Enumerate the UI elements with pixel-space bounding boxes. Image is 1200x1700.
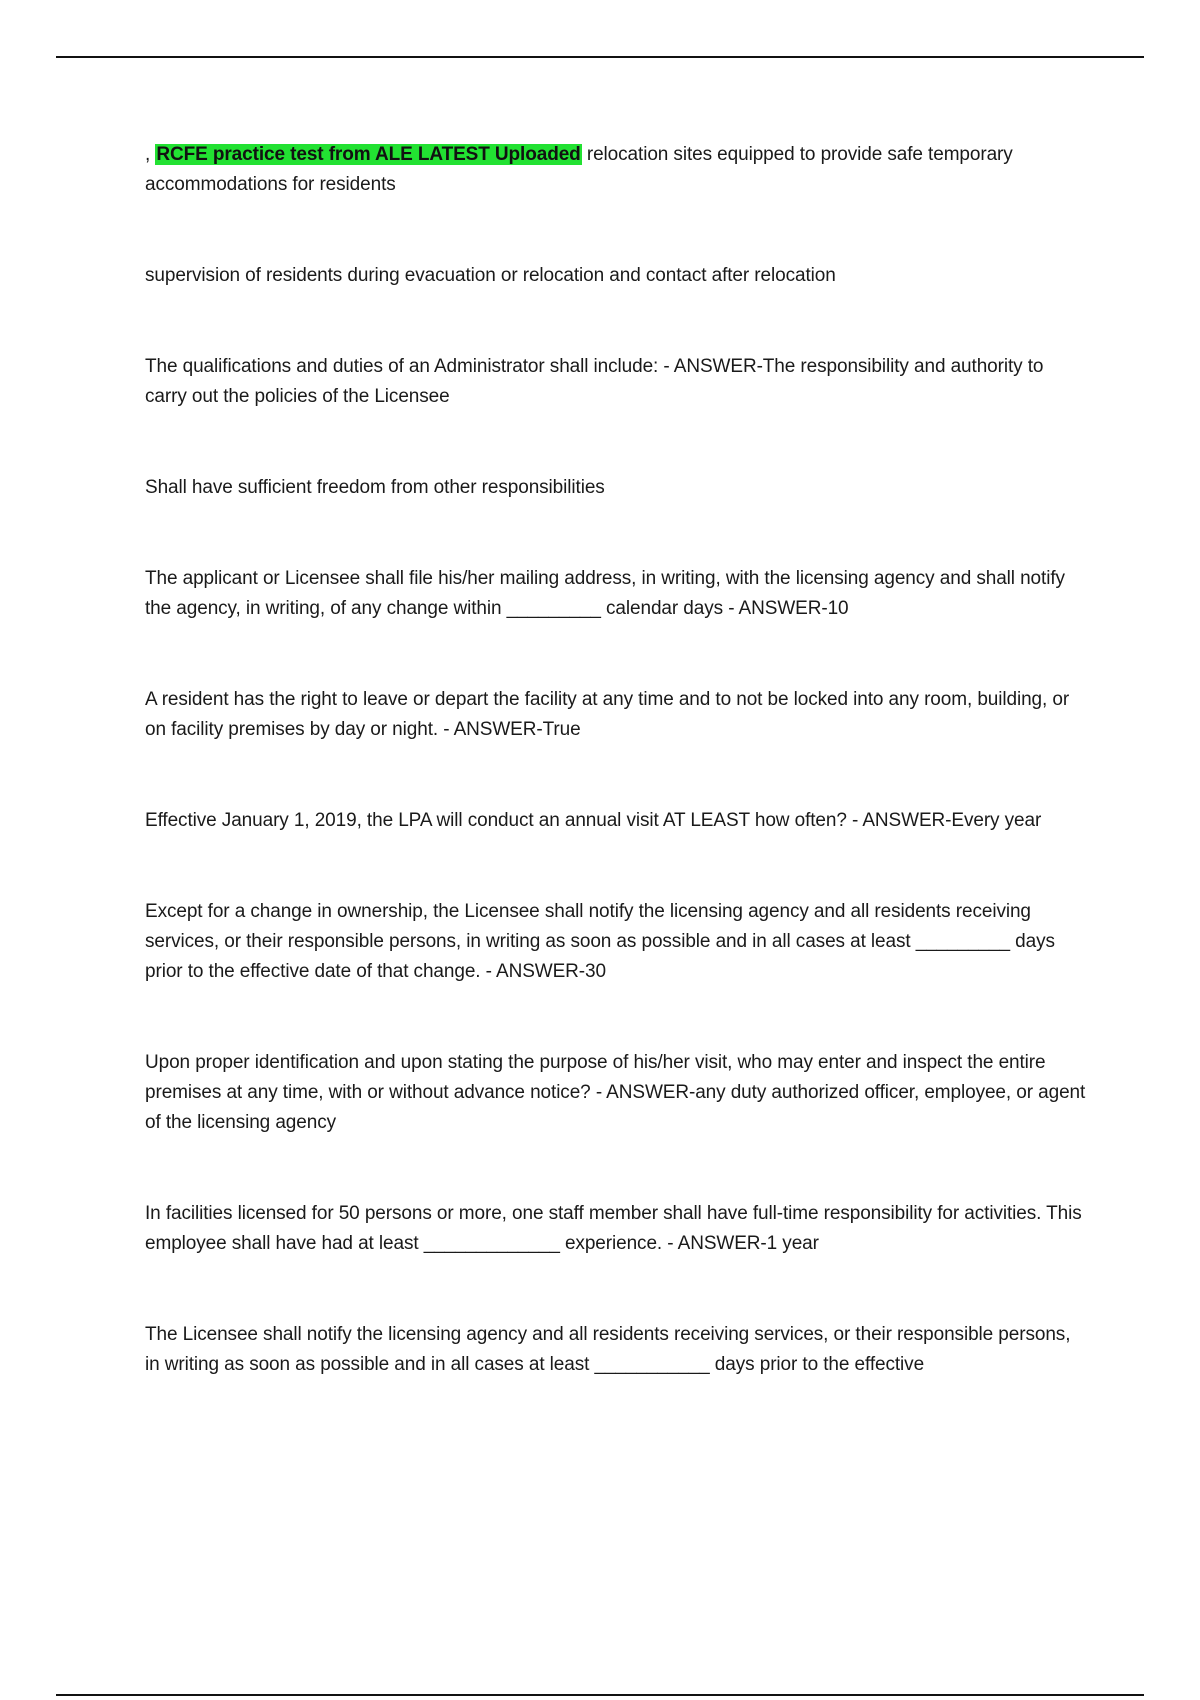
paragraph: In facilities licensed for 50 persons or more, one staff member shall have full-time responsibility for activities. This employee shall have had at least _____________ experience. - ANSWER-1 year <box>145 1203 1082 1254</box>
paragraph: The qualifications and duties of an Administrator shall include: - ANSWER-The responsibility and authority to carry out the policies of the Licensee <box>145 356 1044 407</box>
document-body <box>145 140 1090 1441</box>
paragraph: The Licensee shall notify the licensing agency and all residents receiving services, or their responsible persons, in writing as soon as possible and in all cases at least ___________ days prior to the effective <box>145 1324 1071 1375</box>
header-rule <box>56 56 1144 58</box>
paragraph: A resident has the right to leave or depart the facility at any time and to not be locked into any room, building, or on facility premises by day or night. - ANSWER-True <box>145 689 1070 740</box>
paragraph: Upon proper identification and upon stating the purpose of his/her visit, who may enter and inspect the entire premises at any time, with or without advance notice? - ANSWER-any duty authorized officer, employee, or agent of the licensing agency <box>145 1052 1086 1133</box>
paragraph: Except for a change in ownership, the Licensee shall notify the licensing agency and all residents receiving services, or their responsible persons, in writing as soon as possible and in all cases at least _________ days prior to the effective date of that change. - ANSWER-30 <box>145 901 1055 982</box>
highlighted-title: RCFE practice test from ALE LATEST Uploaded <box>156 144 581 165</box>
paragraph: supervision of residents during evacuation or relocation and contact after relocation <box>145 265 836 286</box>
footer-rule <box>56 1694 1144 1696</box>
paragraph-intro <box>145 140 1090 200</box>
paragraph: Effective January 1, 2019, the LPA will conduct an annual visit AT LEAST how often? - ANSWER-Every year <box>145 810 1042 831</box>
paragraph: Shall have sufficient freedom from other responsibilities <box>145 477 605 498</box>
intro-text: relocation sites equipped to provide safe temporary accommodations for residents <box>145 144 1013 195</box>
lead-comma: , <box>145 144 151 165</box>
paragraph: The applicant or Licensee shall file his/her mailing address, in writing, with the licensing agency and shall notify the agency, in writing, of any change within _________ calendar days - ANSWER-10 <box>145 568 1065 619</box>
